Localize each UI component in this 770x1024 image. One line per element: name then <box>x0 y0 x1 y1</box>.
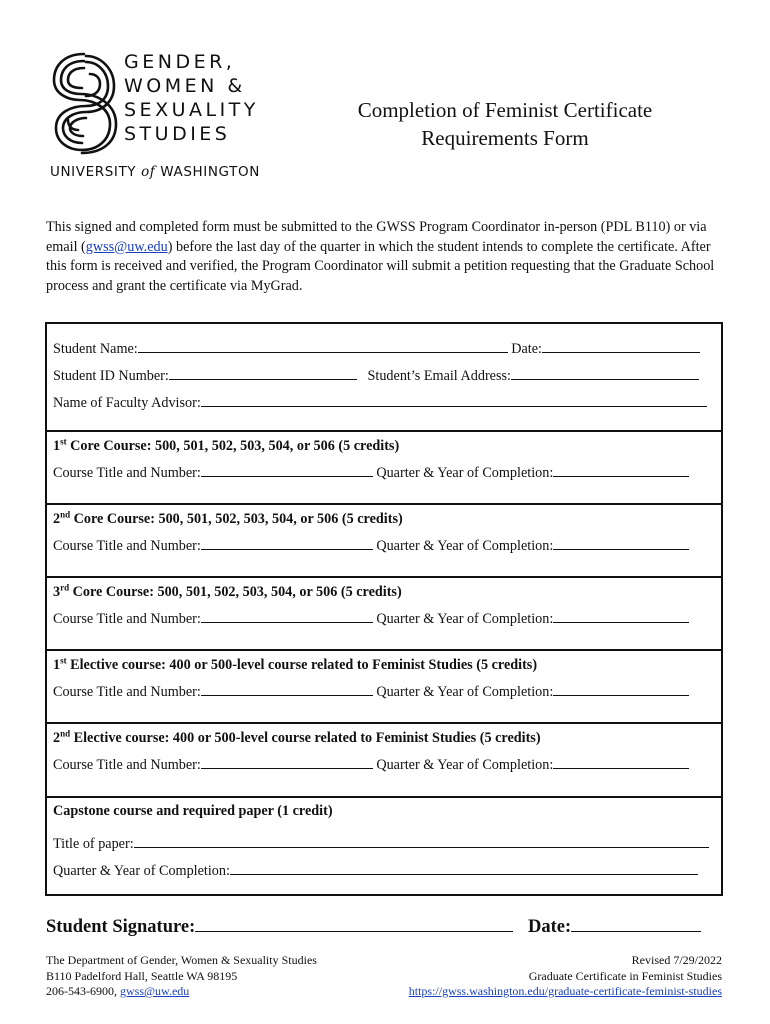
course-title-field[interactable] <box>201 608 373 623</box>
form-title: Completion of Feminist Certificate Requirements Form <box>357 98 653 150</box>
course-fields-row: Course Title and Number: Quarter & Year of Completion: <box>53 462 689 482</box>
capstone-section <box>47 796 721 896</box>
capstone-quarter-row: Quarter & Year of Completion: <box>53 860 698 880</box>
course-heading: 3rd Core Course: 500, 501, 502, 503, 504, or 506 (5 credits) <box>53 582 402 600</box>
logo-line: GENDER, <box>124 51 236 73</box>
course-quarter-field[interactable] <box>553 754 689 769</box>
gwss-logo <box>50 50 280 185</box>
course-section-1 <box>47 430 721 504</box>
student-id-row: Student ID Number: Student’s Email Address: <box>53 365 699 385</box>
course-fields-row: Course Title and Number: Quarter & Year of Completion: <box>53 535 689 555</box>
course-fields-row: Course Title and Number: Quarter & Year of Completion: <box>53 681 689 701</box>
student-date-field[interactable] <box>542 338 700 353</box>
course-fields-row: Course Title and Number: Quarter & Year of Completion: <box>53 754 689 774</box>
logo-line: SEXUALITY <box>124 99 259 121</box>
signature-date-field[interactable] <box>571 914 701 932</box>
course-heading: 1st Elective course: 400 or 500-level course related to Feminist Studies (5 credits) <box>53 655 538 673</box>
student-name-row: Student Name: Date: <box>53 338 700 358</box>
paper-title-row: Title of paper: <box>53 833 709 853</box>
university-name: UNIVERSITY of WASHINGTON <box>50 164 260 180</box>
student-name-field[interactable] <box>138 338 508 353</box>
signature-row: Student Signature: <box>46 914 513 938</box>
course-heading: 2nd Elective course: 400 or 500-level course related to Feminist Studies (5 credits) <box>53 728 541 746</box>
paper-title-field[interactable] <box>134 833 709 848</box>
logo-line: STUDIES <box>124 123 231 145</box>
course-section-2 <box>47 503 721 577</box>
course-title-field[interactable] <box>201 754 373 769</box>
student-email-field[interactable] <box>511 365 699 380</box>
footer-email-link[interactable]: gwss@uw.edu <box>120 984 190 998</box>
course-quarter-field[interactable] <box>553 535 689 550</box>
advisor-row: Name of Faculty Advisor: <box>53 392 707 412</box>
gwss-logo-mark-icon <box>50 50 118 155</box>
gwss-email-link[interactable]: gwss@uw.edu <box>85 238 168 255</box>
requirements-form <box>45 322 723 896</box>
course-section-4 <box>47 649 721 723</box>
course-title-field[interactable] <box>201 535 373 550</box>
capstone-heading: Capstone course and required paper (1 credit) <box>53 803 333 819</box>
course-heading: 2nd Core Course: 500, 501, 502, 503, 504, or 506 (5 credits) <box>53 509 403 527</box>
logo-line: WOMEN & <box>124 75 246 97</box>
course-section-5 <box>47 722 721 796</box>
certificate-url-link[interactable]: https://gwss.washington.edu/graduate-certificate-feminist-studies <box>408 984 722 998</box>
student-id-field[interactable] <box>169 365 357 380</box>
student-signature-field[interactable] <box>195 914 513 932</box>
logo-wordmark <box>124 50 259 146</box>
course-heading: 1st Core Course: 500, 501, 502, 503, 504, or 506 (5 credits) <box>53 436 400 454</box>
faculty-advisor-field[interactable] <box>201 392 707 407</box>
course-title-field[interactable] <box>201 681 373 696</box>
capstone-quarter-field[interactable] <box>230 860 698 875</box>
course-quarter-field[interactable] <box>553 462 689 477</box>
course-quarter-field[interactable] <box>553 608 689 623</box>
signature-date-row: Date: <box>528 914 701 938</box>
footer-department: The Department of Gender, Women & Sexuality Studies B110 Padelford Hall, Seattle WA 98195 206-543-6900, gwss@uw.edu <box>46 953 317 998</box>
intro-paragraph: This signed and completed form must be submitted to the GWSS Program Coordinator in-person (PDL B110) or via email (gwss@uw.edu) before the last day of the quarter in which the student intends to complete the certificate. After this form is received and verified, the Program Coordinator will submit a petition requesting that the Graduate School process and grant the certificate via MyGrad. <box>46 219 715 294</box>
course-title-field[interactable] <box>201 462 373 477</box>
course-quarter-field[interactable] <box>553 681 689 696</box>
footer-revision: Revised 7/29/2022 Graduate Certificate in Feminist Studies https://gwss.washington.edu/graduate-certificate-feminist-studies <box>408 953 722 998</box>
course-section-3 <box>47 576 721 650</box>
course-fields-row: Course Title and Number: Quarter & Year of Completion: <box>53 608 689 628</box>
